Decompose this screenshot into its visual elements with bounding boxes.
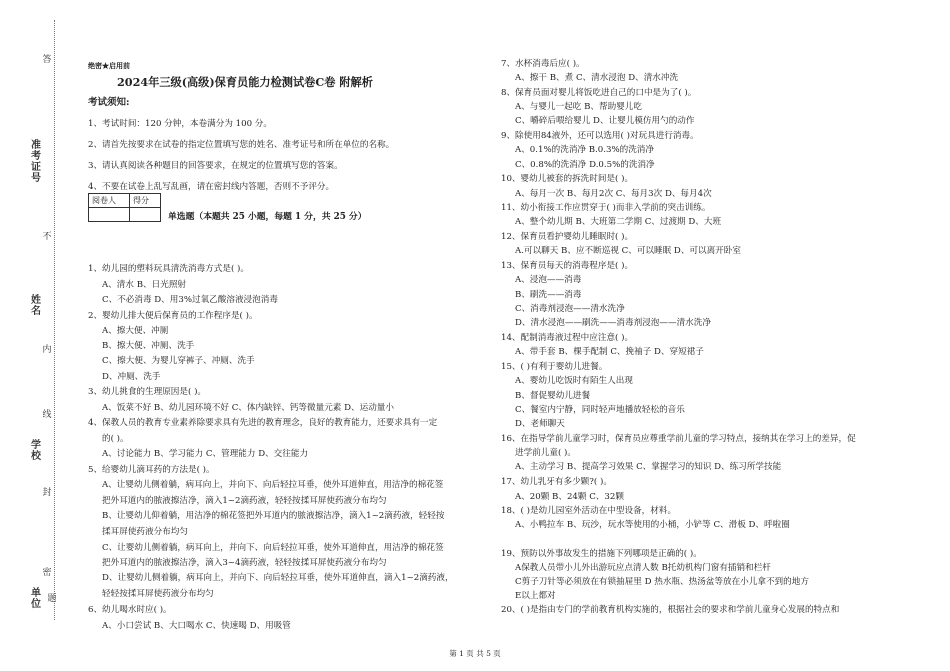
answer-option-line: E以上都对 [515, 591, 556, 601]
score-table-cell[interactable] [89, 208, 130, 222]
secret-label: 绝密★启用前 [88, 61, 130, 70]
score-table [88, 193, 161, 222]
margin-label-unit: 单位 [31, 588, 41, 610]
answer-option-line: A、带手套 B、棵手配制 C、挽袖子 D、穿短裙子 [515, 347, 704, 357]
margin-char-2: 内 [42, 345, 52, 355]
exam-title: 2024年三级(高级)保育员能力检测试卷C卷 附解析 [117, 75, 373, 89]
question-line: 15、( )有利于婴幼儿进餐。 [501, 362, 608, 372]
question-line: 3、幼儿挑食的生理原因是( )。 [88, 387, 207, 397]
answer-option-line: B、督促婴幼儿进餐 [515, 391, 591, 401]
question-line: 9、除使用84液外，还可以选用( )对玩具进行消毒。 [501, 131, 699, 141]
question-line: 6、幼儿喝水时应( )。 [88, 605, 172, 615]
answer-option-line: A、讨论能力 B、学习能力 C、管理能力 D、交往能力 [102, 449, 309, 459]
notice-item: 1、考试时间：120 分钟，本卷满分为 100 分。 [88, 119, 272, 129]
question-line: 13、保育员每天的消毒程序是( )。 [501, 261, 634, 271]
margin-label-name: 姓名 [31, 295, 41, 317]
answer-option-line: A、让婴幼儿侧着躺，病耳向上，并向下、向后轻拉耳垂，使外耳道伸直，用洁净的棉花签 [102, 480, 444, 490]
question-line: 17、幼儿乳牙有多少颗?( )。 [501, 477, 612, 487]
answer-option-line: C、让婴幼儿侧着躺，病耳向上，并向下、向后轻拉耳垂，使外耳道伸直，用洁净的棉花签 [102, 543, 444, 553]
page-footer: 第 1 页 共 5 页 [449, 649, 501, 658]
answer-option-line: 轻轻按揉耳屏使药液分布均匀 [102, 589, 214, 599]
answer-option-line: 揉耳屏使药液分布均匀 [102, 527, 188, 537]
answer-option-line: B、擦大便、冲厕、洗手 [102, 341, 195, 351]
question-line: 1、幼儿园的塑料玩具清洗消毒方式是( )。 [88, 264, 249, 274]
answer-option-line: A.可以聊天 B、应不断巡视 C、可以睡眠 D、可以离开卧室 [515, 246, 741, 256]
answer-option-line: A、整个幼儿期 B、大班第二学期 C、过渡期 D、大班 [515, 217, 722, 227]
answer-option-line: 把外耳道内的脓液擦洁净，滴入3~4滴药液，轻轻按揉耳屏使药液分布均匀 [102, 558, 387, 568]
binding-line [54, 20, 55, 620]
question-line: 8、保育员面对婴儿将饭吃进自己的口中是为了( )。 [501, 88, 697, 98]
answer-option-line: A、饭菜不好 B、幼儿园环境不好 C、体内缺锌、钙等微量元素 D、运动量小 [102, 403, 394, 413]
margin-label-school: 学校 [31, 440, 41, 462]
question-line: 16、在指导学前儿童学习时，保育员应尊重学前儿童的学习特点，接纳其在学习上的差异，促 [501, 434, 856, 444]
question-line: 14、配制消毒液过程中应注意( )。 [501, 333, 634, 343]
answer-option-line: C、不必消毒 D、用3%过氧乙酸溶液浸泡消毒 [102, 295, 278, 305]
answer-option-line: D、清水浸泡——刷洗——消毒剂浸泡——清水洗净 [515, 318, 711, 328]
notice-heading: 考试须知: [88, 97, 130, 108]
question-line: 12、保育员看护婴幼儿睡眠时( )。 [501, 232, 634, 242]
question-line: 10、婴幼儿被套的拆洗时间是( )。 [501, 174, 634, 184]
question-line: 11、幼小衔接工作应贯穿于( )而非入学前的突击训练。 [501, 203, 711, 213]
question-line: 19、预防以外事故发生的措施下列哪项是正确的( )。 [501, 549, 702, 559]
score-table-score: 得分 [130, 194, 161, 208]
margin-label-exam-id: 准考证号 [31, 140, 41, 184]
answer-option-line: C剪子刀针等必须放在有锁抽屉里 D 热水瓶、热汤盆等放在小儿拿不到的地方 [515, 577, 809, 587]
notice-item: 2、请首先按要求在试卷的指定位置填写您的姓名、准考证号和所在单位的名称。 [88, 140, 395, 150]
score-table-grader: 阅卷人 [89, 194, 130, 208]
answer-option-line: C、嚼碎后喂给婴儿 D、让婴儿模仿用勺的动作 [515, 116, 695, 126]
section-title: 单选题（本题共 25 小题，每题 1 分，共 25 分） [168, 212, 367, 222]
score-table-cell[interactable] [130, 208, 161, 222]
answer-option-line: A、浸泡——消毒 [515, 275, 582, 285]
answer-option-line: A、小口尝试 B、大口喝水 C、快速喝 D、用吸管 [102, 621, 291, 631]
answer-option-line: B、刷洗——消毒 [515, 290, 582, 300]
answer-option-line: A、婴幼儿吃饭时有陌生人出现 [515, 376, 633, 386]
answer-option-line: A、小鸭拉车 B、玩沙，玩水等使用的小桶，小铲等 C、滑板 D、呼啦圈 [515, 520, 790, 530]
answer-option-line: D、老师聊天 [515, 419, 565, 429]
answer-option-line: A、0.1%的洗消净 B.0.3%的洗消净 [515, 145, 654, 155]
answer-option-line: 的( )。 [102, 434, 129, 444]
answer-option-line: A、擦大便、冲厕 [102, 326, 169, 336]
margin-char-1: 不 [42, 232, 52, 242]
margin-char-3: 线 [42, 410, 52, 420]
answer-option-line: C、0.8%的洗消净 D.0.5%的洗消净 [515, 160, 655, 170]
answer-option-line: 进学前儿童( )。 [515, 448, 576, 458]
answer-option-line: D、冲厕、洗手 [102, 372, 161, 382]
answer-option-line: A保教人员带小儿外出游玩应点清人数 B托幼机构门窗有插销和栏杆 [515, 563, 771, 573]
answer-option-line: C、餐室内宁静，同时轻声地播放轻松的音乐 [515, 405, 685, 415]
question-line: 18、( )是幼儿园室外活动在中型设备，材料。 [501, 506, 677, 516]
answer-option-line: D、让婴幼儿侧着躺，病耳向上，并向下、向后轻拉耳垂，使外耳道伸直，滴入1~2滴药液， [102, 573, 454, 583]
answer-option-line: A、20颗 B、24颗 C、32颗 [515, 492, 624, 502]
margin-char-5: 密 [42, 568, 52, 578]
answer-option-line: A、擦干 B、煮 C、清水浸泡 D、清水冲洗 [515, 73, 679, 83]
answer-option-line: A、主动学习 B、提高学习效果 C、掌握学习的知识 D、练习所学技能 [515, 462, 782, 472]
answer-option-line: A、清水 B、日光照射 [102, 280, 187, 290]
margin-char-4: 封 [42, 488, 52, 498]
answer-option-line: A、每月一次 B、每月2次 C、每月3次 D、每月4次 [515, 189, 712, 199]
question-line: 4、保教人员的教育专业素养除要求具有先进的教育理念，良好的教育能力，还要求具有一定 [88, 418, 438, 428]
question-line: 20、( )是指由专门的学前教育机构实施的，根据社会的要求和学前儿童身心发展的特点和 [501, 605, 840, 615]
question-line: 7、水杯消毒后应( )。 [501, 59, 585, 69]
question-line: 2、婴幼儿排大便后保育员的工作程序是( )。 [88, 311, 258, 321]
answer-option-line: C、消毒剂浸泡——清水洗净 [515, 304, 625, 314]
answer-option-line: C、擦大便、为婴儿穿裤子、冲厕、洗手 [102, 356, 255, 366]
margin-char-bottom: 题 [47, 594, 57, 604]
answer-option-line: 把外耳道内的脓液擦洁净，滴入1~2滴药液，轻轻按揉耳屏使药液分布均匀 [102, 496, 387, 506]
margin-char-top: 答 [42, 55, 52, 65]
answer-option-line: A、与婴儿一起吃 B、帮助婴儿吃 [515, 102, 642, 112]
notice-item: 4、不要在试卷上乱写乱画，请在密封线内答题，否则不予评分。 [88, 182, 335, 192]
answer-option-line: B、让婴幼儿仰着躺，用洁净的棉花签把外耳道内的脓液擦洁净，滴入1~2滴药液，轻轻按 [102, 511, 445, 521]
notice-item: 3、请认真阅读各种题目的回答要求，在规定的位置填写您的答案。 [88, 161, 343, 171]
question-line: 5、给婴幼儿滴耳药的方法是( )。 [88, 465, 215, 475]
